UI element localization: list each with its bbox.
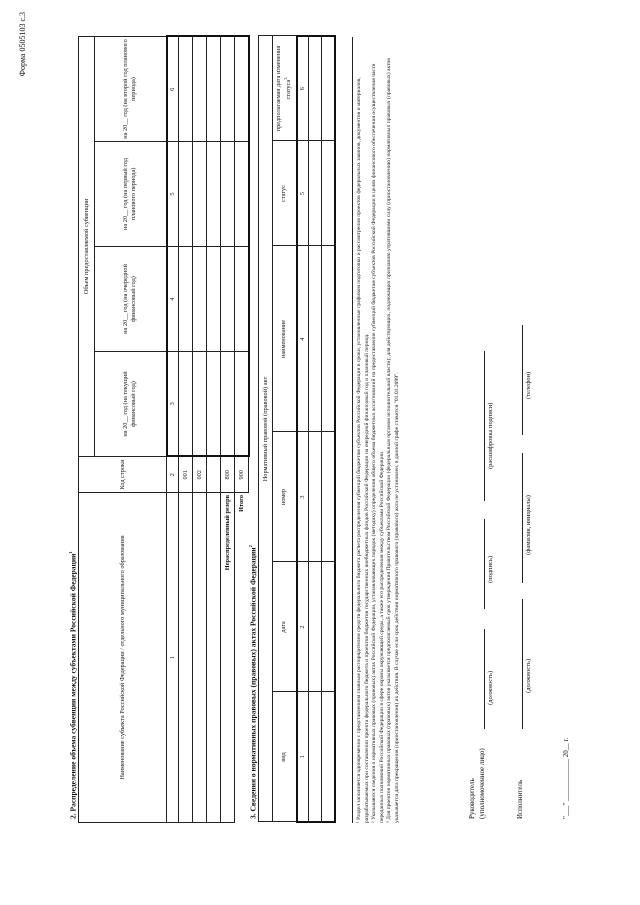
- cell-code: [207, 457, 221, 493]
- cell-value[interactable]: [179, 247, 193, 352]
- cell-value[interactable]: [193, 352, 207, 457]
- head-position-line[interactable]: [484, 629, 485, 729]
- footnote-3: ³ Для проектов нормативных правовых (правовых) актов указывается предполагаемый срок утверждения Правительством Российской Федерации (федеральным органом исполнительной власти); для действующих, подлежащих признанию утратившими силу (приостановлению) нормативных правовых (правовых) актов указывается дата прекращения (приостановления) их действия. В случае если срок действия нормативного правового (правового) акта не установлен, в данной графе ставится "01.01.2099".: [386, 58, 400, 823]
- executor-fio-caption: (фамилия, инициалы): [525, 495, 532, 555]
- header-status: статус: [273, 141, 297, 246]
- section2-title-text: 2. Распределение объема субвенции между субъектами Российской Федерации: [68, 553, 78, 819]
- cell-value[interactable]: [235, 352, 249, 457]
- footnote-2: ² Указываются сведения о нормативных правовых (правовых) актах Российской Федерации, устанавливающих порядок (методику) определения общего объема бюджетных ассигнований на предоставление субвенций бюджетам субъектов Российской Федерации в целях финансового обеспечения осуществления части переданных полномочий Российской Федерации в сфере охраны окружающей среды, а также его распределения между субъектами Российской Федерации.: [371, 63, 385, 823]
- header-date: дата: [273, 562, 297, 692]
- section3-title: [248, 545, 258, 819]
- cell[interactable]: [309, 562, 322, 692]
- colnum: 6: [297, 36, 309, 141]
- table-row: [207, 36, 221, 822]
- head-position-caption: (должность): [487, 670, 494, 705]
- section2-title-sup: 1: [68, 551, 73, 554]
- header-vid: вид: [273, 692, 297, 822]
- total-label: Итого: [237, 495, 245, 512]
- cell[interactable]: [309, 246, 322, 432]
- cell[interactable]: [322, 692, 335, 822]
- cell-value[interactable]: [207, 142, 221, 247]
- cell-value[interactable]: [221, 36, 235, 141]
- colnum: 4: [297, 246, 309, 432]
- legal-acts-table: [258, 35, 336, 823]
- cell-value[interactable]: [179, 36, 193, 141]
- colnum: 5: [167, 142, 179, 247]
- header-year-plan2: на 20__ год (на второй год планового периода): [95, 36, 167, 141]
- colnum: 5: [297, 141, 309, 246]
- head-decoding-caption: (расшифровка подписи): [487, 402, 494, 469]
- cell[interactable]: [322, 141, 335, 246]
- reserve-code: 800: [221, 457, 235, 493]
- form-number: Форма 0505103 с.3: [18, 12, 27, 77]
- cell-value[interactable]: [221, 142, 235, 247]
- cell[interactable]: [322, 562, 335, 692]
- table-row: [193, 36, 207, 822]
- cell-value[interactable]: [193, 247, 207, 352]
- cell[interactable]: [322, 432, 335, 562]
- header-number: номер: [273, 432, 297, 562]
- cell-value[interactable]: [235, 247, 249, 352]
- cell-value[interactable]: [193, 36, 207, 141]
- head-decoding-line[interactable]: [484, 351, 485, 501]
- executor-label: Исполнитель: [516, 779, 524, 819]
- cell-value[interactable]: [207, 352, 221, 457]
- executor-phone-line[interactable]: [522, 325, 523, 435]
- cell-subject[interactable]: [179, 493, 193, 823]
- colnum: 3: [167, 352, 179, 457]
- cell-value[interactable]: [221, 352, 235, 457]
- reserve-row: [221, 36, 235, 822]
- total-code: 900: [235, 457, 249, 493]
- header-subvention-volume: Объем предоставляемой субвенции: [79, 36, 95, 456]
- footnote-1: ¹ Раздел заполняется одновременно с представлением главным распорядителем средств федерального бюджета расчета распределения субвенций бюджетам субъектов Российской Федерации в сроки, установленные графиком подготовки и рассмотрения проектов федеральных законов, документов и материалов, разрабатываемых при составлении проекта федерального бюджета и проектов бюджетов государственных внебюджетных фондов Российской Федерации на очередной финансовый год и плановый период.: [356, 77, 370, 823]
- table-row: [309, 36, 322, 822]
- header-name: наименование: [273, 246, 297, 432]
- cell[interactable]: [309, 692, 322, 822]
- cell-code: 002: [193, 457, 207, 493]
- executor-position-caption: (должность): [525, 658, 532, 693]
- footnotes: [356, 37, 401, 823]
- colnum: 6: [167, 36, 179, 141]
- colnum: 4: [167, 247, 179, 352]
- header-subject-name: Наименование субъекта Российской Федерации / отдельного муниципального образования: [79, 493, 167, 823]
- cell-value[interactable]: [179, 142, 193, 247]
- cell-subject[interactable]: [193, 493, 207, 823]
- cell[interactable]: [309, 141, 322, 246]
- cell-subject[interactable]: [207, 493, 221, 823]
- cell-value[interactable]: [179, 352, 193, 457]
- cell[interactable]: [322, 246, 335, 432]
- header-legal-act: Нормативный правовой (правовой) акт: [259, 36, 273, 822]
- header-year-current: на 20__ год (на текущий финансовый год): [95, 352, 167, 457]
- cell-value[interactable]: [235, 142, 249, 247]
- colnum: 2: [167, 457, 179, 493]
- cell-value[interactable]: [221, 247, 235, 352]
- table-row: [322, 36, 335, 822]
- cell[interactable]: [309, 36, 322, 141]
- head-signature-caption: (подпись): [487, 556, 494, 583]
- cell-value[interactable]: [235, 36, 249, 141]
- header-year-plan1: на 20__ год (на первый год планового периода): [95, 142, 167, 247]
- cell-value[interactable]: [207, 247, 221, 352]
- section2-title: [68, 551, 78, 819]
- footnotes-divider: [352, 37, 353, 823]
- reserve-label: Нераспределенный резерв: [221, 493, 235, 823]
- cell-code: 001: [179, 457, 193, 493]
- header-change-date-text: предполагаемая дата изменения статуса: [275, 45, 293, 132]
- column-numbers-row: [167, 36, 179, 822]
- cell-value[interactable]: [207, 36, 221, 141]
- executor-fio-line[interactable]: [522, 453, 523, 583]
- colnum: 1: [297, 692, 309, 822]
- executor-position-line[interactable]: [522, 599, 523, 729]
- column-numbers-row: [297, 36, 309, 822]
- head-signature-line[interactable]: [484, 519, 485, 609]
- section3-title-sup: 2: [248, 545, 253, 548]
- header-row-code: Код строки: [79, 457, 167, 493]
- colnum: 3: [297, 432, 309, 562]
- cell[interactable]: [322, 36, 335, 141]
- header-year-next: на 20__ год (на очередной финансовый год): [95, 247, 167, 352]
- colnum: 1: [167, 493, 179, 823]
- header-change-date: [273, 36, 297, 141]
- section3-title-text: 3. Сведения о нормативных правовых (правовых) актах Российской Федерации: [248, 547, 258, 819]
- cell[interactable]: [309, 432, 322, 562]
- cell-value[interactable]: [193, 142, 207, 247]
- colnum: 2: [297, 562, 309, 692]
- date-line[interactable]: "___" ____________ 20__ г.: [562, 737, 570, 819]
- subvention-distribution-table: [78, 35, 250, 823]
- head-sub: (уполномоченное лицо): [478, 748, 486, 819]
- executor-phone-caption: (телефон): [525, 371, 532, 399]
- head-label: Руководитель: [468, 778, 476, 819]
- header-change-date-sup: 3: [283, 77, 289, 80]
- table-row: [179, 36, 193, 822]
- total-row: [235, 36, 249, 822]
